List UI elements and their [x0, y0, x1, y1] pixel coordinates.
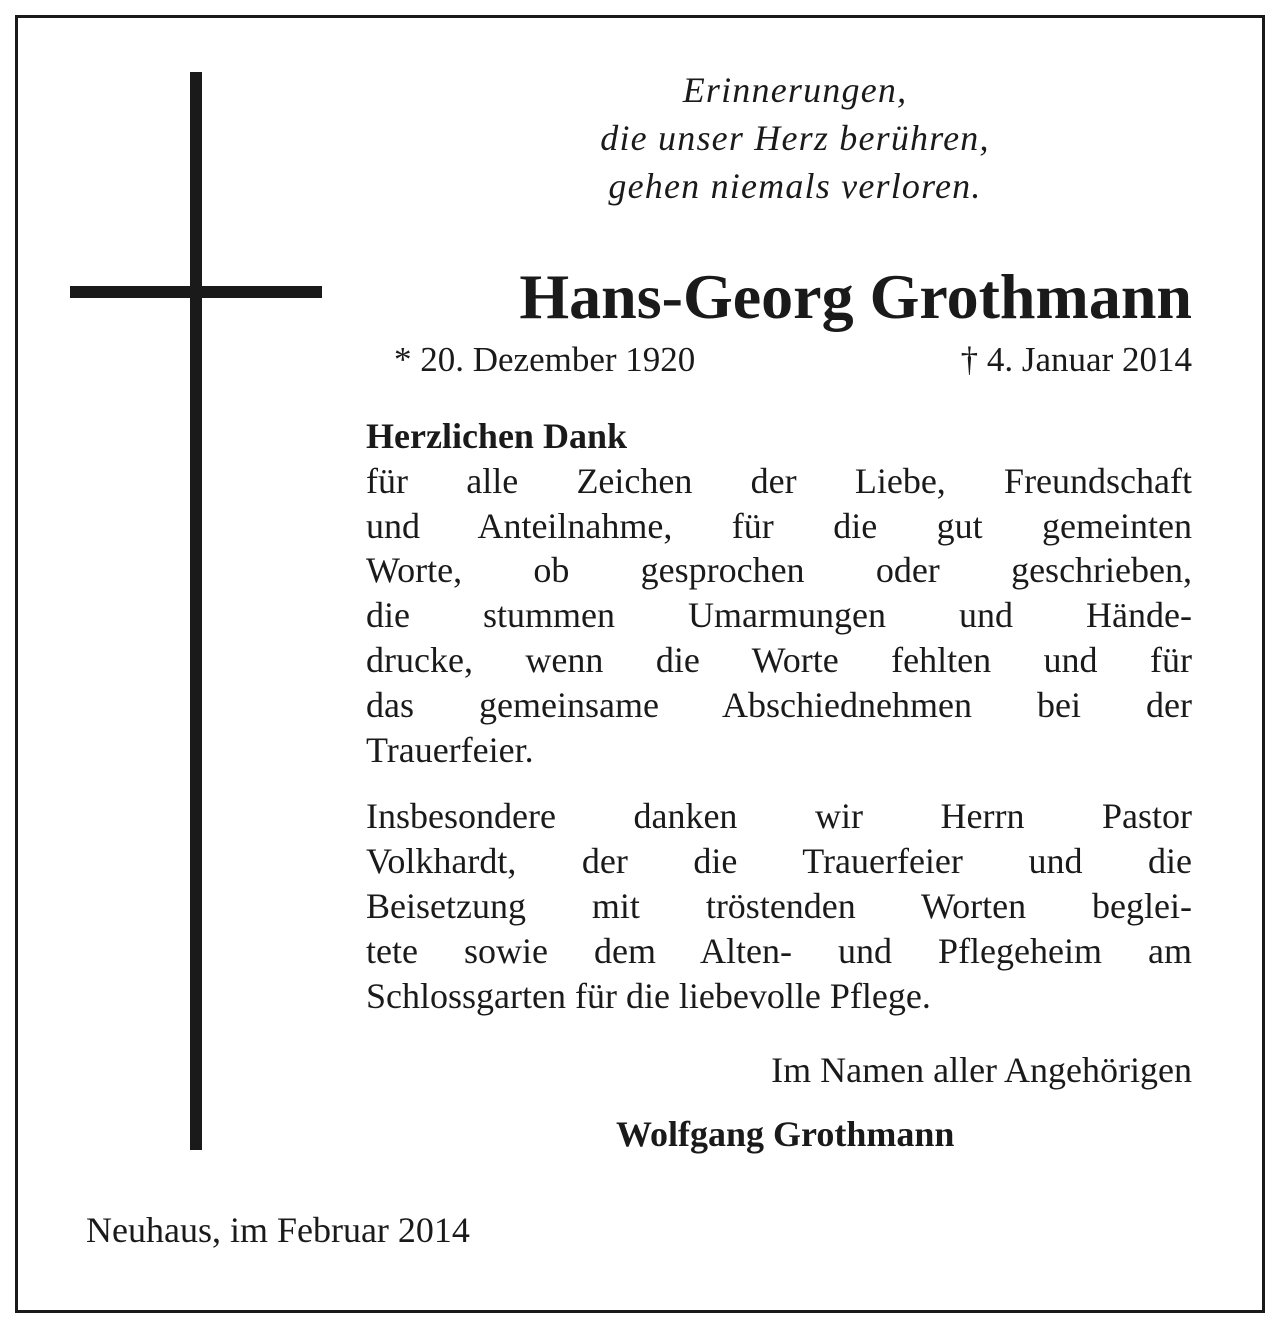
- thanks-text: [366, 414, 1192, 1018]
- motto-line: die unser Herz berühren,: [600, 118, 990, 158]
- signature-name: Wolfgang Grothmann: [616, 1114, 955, 1154]
- text-line: drucke, wenn die Worte fehlten und für: [366, 639, 1192, 680]
- text-line: das gemeinsame Abschiednehmen bei der: [366, 684, 1192, 725]
- signature-intro: Im Namen aller Angehörigen: [771, 1050, 1192, 1090]
- cross-icon-horizontal-bar: [70, 286, 322, 298]
- motto-line: gehen niemals verloren.: [608, 166, 982, 206]
- text-line: und Anteilnahme, für die gut gemeinten: [366, 505, 1192, 546]
- text-line: für alle Zeichen der Liebe, Freundschaft: [366, 460, 1192, 501]
- thanks-paragraph-2: [366, 794, 1192, 1018]
- thanks-paragraph-1: [366, 459, 1192, 773]
- motto: [440, 66, 1150, 210]
- text-line: Insbesondere danken wir Herrn Pastor: [366, 796, 1192, 837]
- text-line: Volkhardt, der die Trauerfeier und die: [366, 841, 1192, 882]
- text-line: die stummen Umarmungen und Hände-: [366, 595, 1192, 636]
- text-line: Beisetzung mit tröstenden Worten beglei-: [366, 885, 1192, 926]
- thanks-heading: Herzlichen Dank: [366, 416, 627, 456]
- text-line: Trauerfeier.: [366, 729, 534, 770]
- text-line: Worte, ob gesprochen oder geschrieben,: [366, 550, 1192, 591]
- cross-icon-vertical-bar: [190, 72, 202, 1150]
- deceased-name: Hans-Georg Grothmann: [519, 261, 1192, 332]
- text-line: tete sowie dem Alten- und Pflegeheim am: [366, 930, 1192, 971]
- birth-date: * 20. Dezember 1920: [394, 340, 696, 379]
- motto-line: Erinnerungen,: [682, 70, 908, 110]
- place-date: Neuhaus, im Februar 2014: [86, 1210, 470, 1250]
- text-line: Schlossgarten für die liebevolle Pflege.: [366, 975, 931, 1016]
- death-date: † 4. Januar 2014: [960, 340, 1192, 379]
